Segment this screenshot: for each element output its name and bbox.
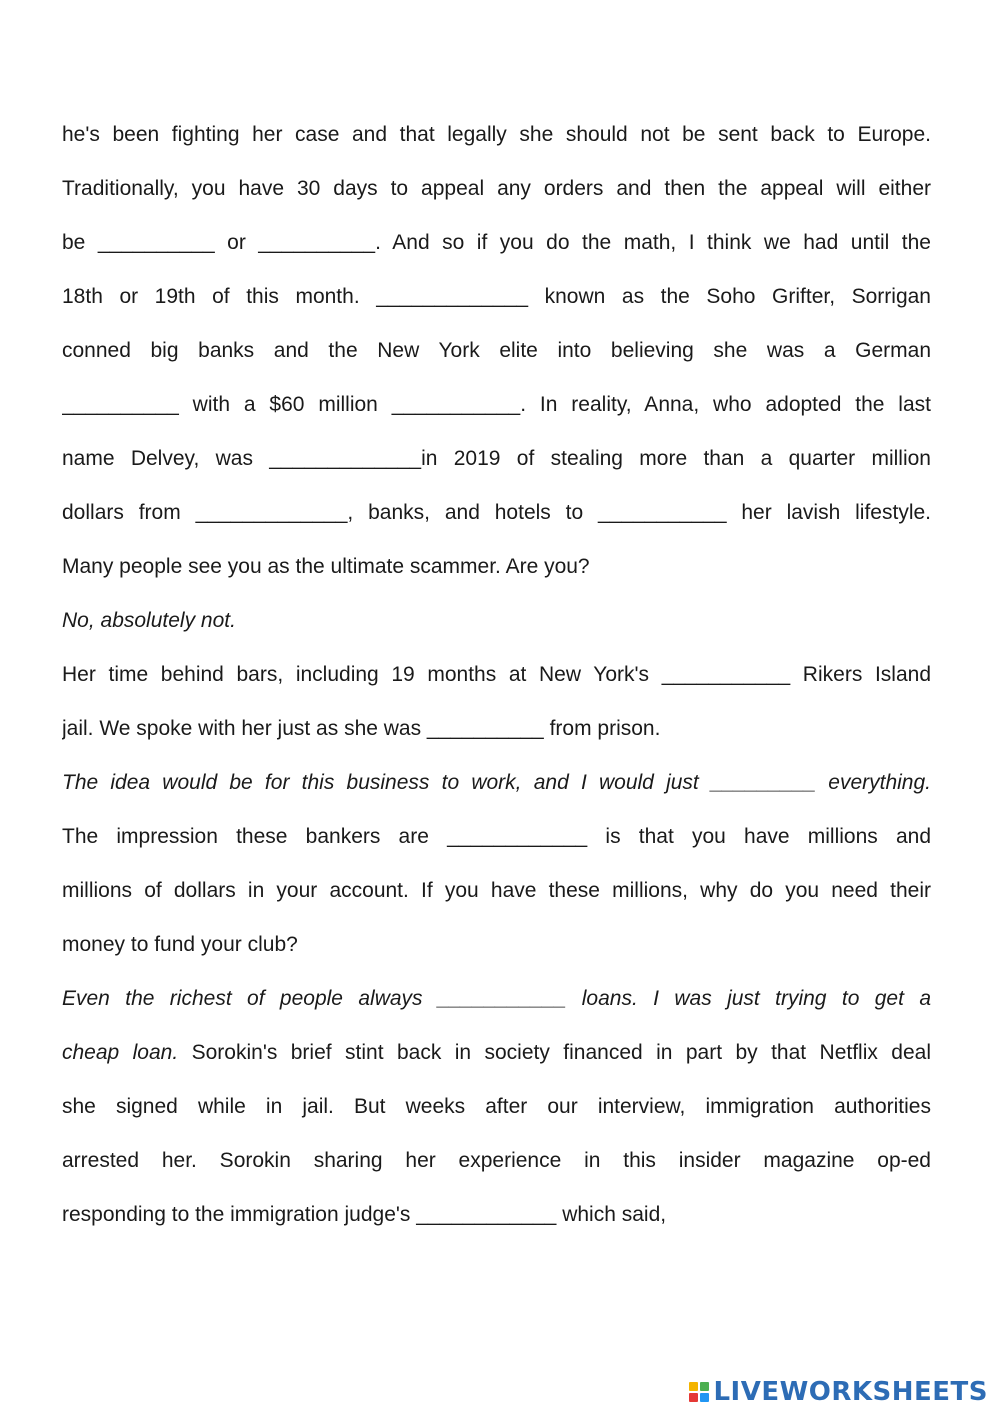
worksheet-text [62,117,931,1251]
text-line-15: millions of dollars in your account. If you have these millions, why do you need their [62,879,931,902]
text-line-16: money to fund your club? [62,933,298,956]
text-line-9: Many people see you as the ultimate scammer. Are you? [62,555,590,578]
text-line-7: name Delvey, was _____________in 2019 of stealing more than a quarter million [62,447,931,470]
text-line-20: arrested her. Sorokin sharing her experience in this insider magazine op-ed [62,1149,931,1172]
text-line-8: dollars from _____________, banks, and hotels to ___________ her lavish lifestyle. [62,501,931,524]
text-line-3: be __________ or __________. And so if you do the math, I think we had until the [62,231,931,254]
text-line-4: 18th or 19th of this month. _____________ known as the Soho Grifter, Sorrigan [62,285,931,308]
text-line-2: Traditionally, you have 30 days to appeal any orders and then the appeal will either [62,177,931,200]
text-line-5: conned big banks and the New York elite into believing she was a German [62,339,931,362]
liveworksheets-logo [689,1375,988,1409]
text-line-14: The impression these bankers are ____________ is that you have millions and [62,825,931,848]
text-line-12: jail. We spoke with her just as she was __________ from prison. [62,717,661,740]
logo-text: LIVEWORKSHEETS [713,1377,988,1407]
italic-phrase: cheap loan. [62,1041,179,1064]
text-line-21: responding to the immigration judge's ____________ which said, [62,1203,667,1226]
text-line-13: The idea would be for this business to work, and I would just _________ everything. [62,771,931,794]
text-line-11: Her time behind bars, including 19 months at New York's ___________ Rikers Island [62,663,931,686]
text-line-18: cheap loan. Sorokin's brief stint back in society financed in part by that Netflix deal [62,1041,931,1064]
text-line-6: __________ with a $60 million ___________. In reality, Anna, who adopted the last [62,393,931,416]
text-line-1: he's been fighting her case and that legally she should not be sent back to Europe. [62,123,931,146]
liveworksheets-logo-icon [689,1382,709,1402]
text-line-17: Even the richest of people always ___________ loans. I was just trying to get a [62,987,931,1010]
text-line-10: No, absolutely not. [62,609,236,632]
text-line-19: she signed while in jail. But weeks after our interview, immigration authorities [62,1095,931,1118]
